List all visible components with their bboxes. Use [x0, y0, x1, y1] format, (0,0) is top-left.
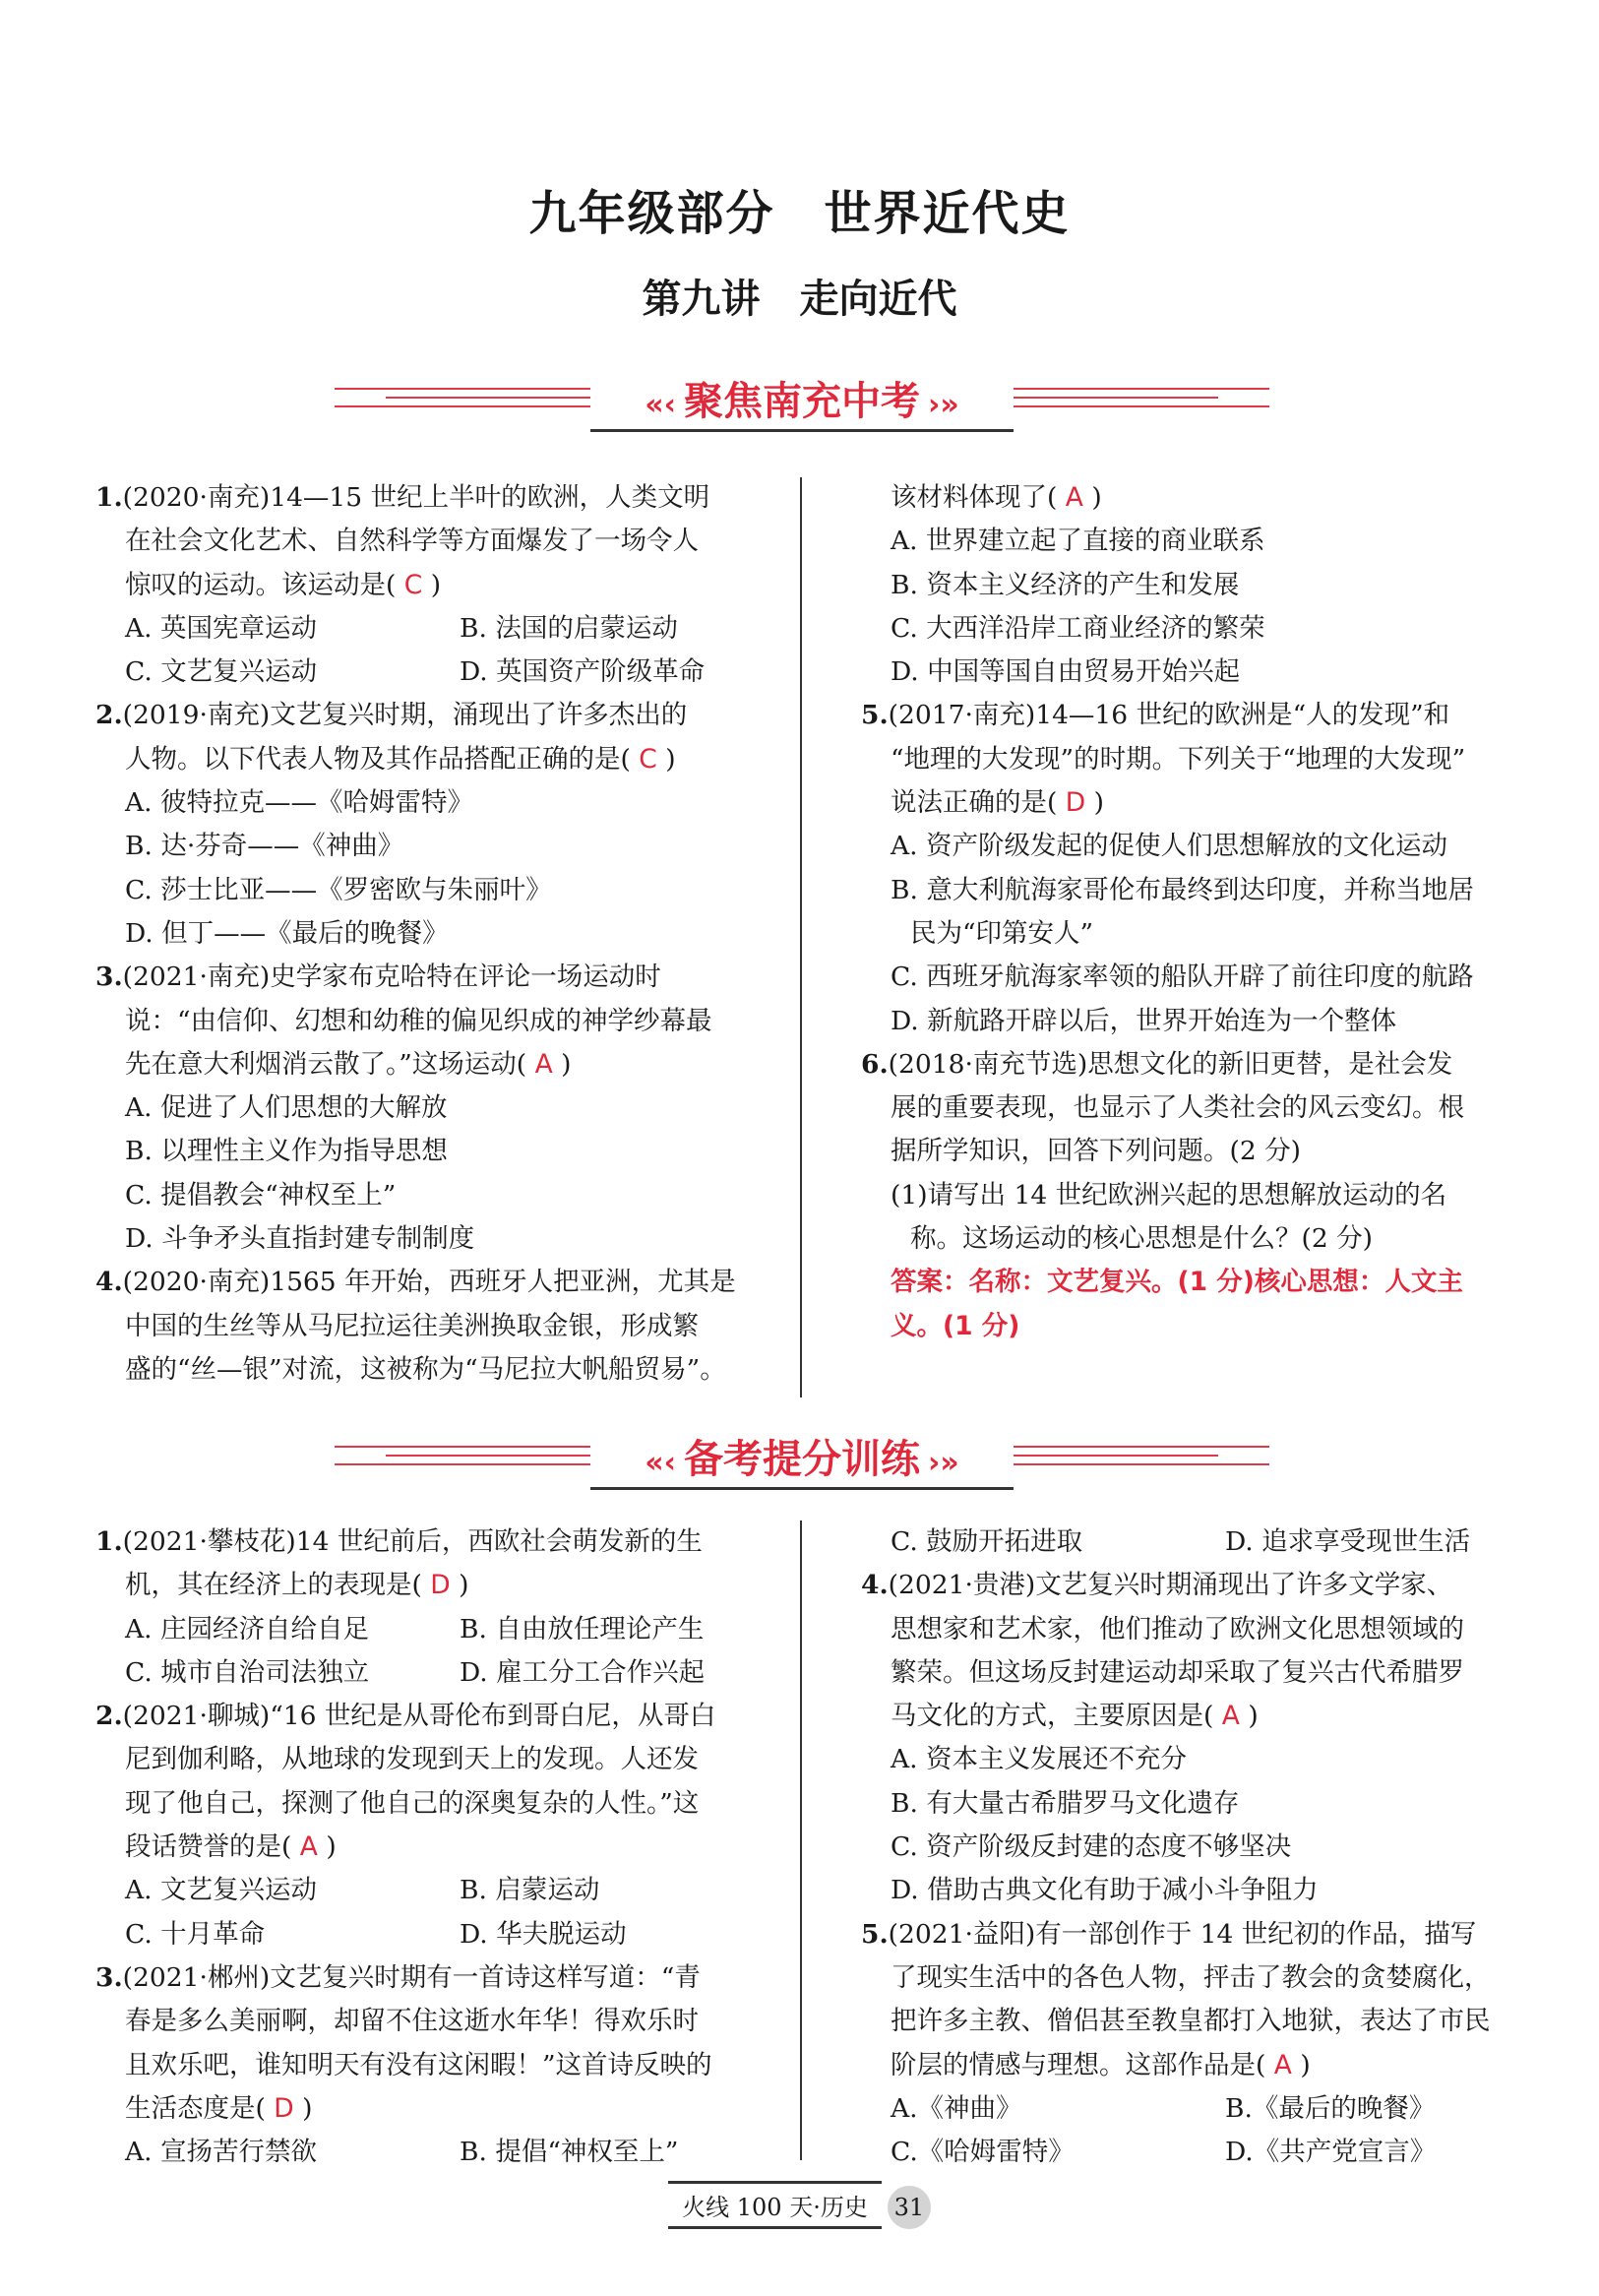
text-line [95, 1043, 804, 1086]
text: (2021·攀枝花)14 世纪前后，西欧社会萌发新的生 [122, 1526, 703, 1557]
text-line [861, 1000, 1569, 1043]
text-line [95, 607, 804, 651]
text-line [95, 2000, 804, 2043]
text-line [861, 1043, 1569, 1086]
question-number: 2. [95, 700, 123, 731]
text: D. 但丁——《最后的晚餐》 [125, 917, 449, 949]
text: 盛的“丝—银”对流，这被称为“马尼拉大帆船贸易”。 [125, 1353, 726, 1385]
option: B. 提倡“神权至上” [460, 2137, 679, 2168]
text-line [861, 2131, 1569, 2174]
text-line [95, 1782, 804, 1826]
text-line [95, 1086, 804, 1130]
question-number: 4. [95, 1267, 123, 1298]
text: A. 世界建立起了直接的商业联系 [891, 526, 1265, 557]
answer-mark: A [526, 1048, 553, 1080]
text-line [95, 564, 804, 607]
text: D. 斗争矛头直指封建专制制度 [125, 1223, 475, 1255]
option: A. 文艺复兴运动 [125, 1875, 317, 1906]
option: B.《最后的晚餐》 [1225, 2092, 1436, 2124]
text: ) [293, 2092, 313, 2124]
text: 阶层的情感与理想。这部作品是( [891, 2049, 1266, 2080]
text: “地理的大发现”的时期。下列关于“地理的大发现” [891, 743, 1466, 775]
option: B. 自由放任理论产生 [460, 1613, 705, 1644]
option: D. 追求享受现世生活 [1225, 1526, 1471, 1557]
text-line [95, 1608, 804, 1651]
text-line [95, 781, 804, 825]
text: C. 莎士比亚——《罗密欧与朱丽叶》 [125, 874, 552, 905]
text: 且欢乐吧，谁知明天有没有这闲暇！”这首诗反映的 [125, 2049, 712, 2080]
text-line [861, 912, 1569, 956]
text-line [861, 476, 1569, 520]
text: 把许多主教、僧侣甚至教皇都打入地狱，表达了市民 [891, 2006, 1491, 2037]
option: C. 城市自治司法独立 [125, 1656, 370, 1688]
option: D. 华夫脱运动 [460, 1918, 627, 1950]
text-line [95, 651, 804, 694]
option: C. 文艺复兴运动 [125, 656, 318, 688]
text: 民为“印第安人” [910, 917, 1094, 949]
answer-mark: C [396, 569, 423, 600]
text: (2017·南充)14—16 世纪的欧洲是“人的发现”和 [888, 700, 1450, 731]
text: (2019·南充)文艺复兴时期，涌现出了许多杰出的 [122, 700, 688, 731]
text-line [861, 2000, 1569, 2043]
text: 在社会文化艺术、自然科学等方面爆发了一场令人 [125, 526, 699, 557]
text: (2020·南充)14—15 世纪上半叶的欧洲，人类文明 [122, 482, 710, 513]
text: B. 资本主义经济的产生和发展 [891, 569, 1240, 600]
text-line [95, 520, 804, 563]
lesson-title: 第九讲 走向近代 [642, 276, 957, 322]
text-line [861, 564, 1569, 607]
text-line [95, 1305, 804, 1348]
text-line [95, 1520, 804, 1564]
answer-mark: A [1057, 482, 1083, 513]
text-line [95, 869, 804, 912]
text: ) [1291, 2049, 1311, 2080]
answer-mark: D [421, 1570, 451, 1601]
answer-mark: C [630, 743, 657, 775]
text-line [861, 1608, 1569, 1651]
section1-left-column [95, 476, 804, 1392]
section1-right-column [861, 476, 1569, 1348]
text-line [861, 1956, 1569, 2000]
option: C. 十月革命 [125, 1918, 266, 1950]
page-footer [0, 2181, 1599, 2229]
text-line [861, 869, 1569, 912]
text: 尼到伽利略，从地球的发现到天上的发现。人还发 [125, 1744, 699, 1775]
text: (2021·郴州)文艺复兴时期有一首诗这样写道：“青 [122, 1961, 701, 1993]
text-line [861, 1913, 1569, 1956]
answer-mark: D [265, 2092, 294, 2124]
text: (2021·益阳)有一部创作于 14 世纪初的作品，描写 [888, 1918, 1477, 1950]
section2-left-column [95, 1520, 804, 2174]
text-line [95, 1956, 804, 2000]
option: C.《哈姆雷特》 [891, 2137, 1075, 2168]
text-line [95, 912, 804, 956]
answer-mark: A [1213, 1701, 1240, 1732]
text-line [95, 2044, 804, 2087]
text: 展的重要表现，也显示了人类社会的风云变幻。根 [891, 1092, 1464, 1124]
section-banner-1: «‹ 聚焦南充中考 ›» [335, 374, 1269, 433]
text-line [95, 1651, 804, 1695]
text: (2021·聊城)“16 世纪是从哥伦布到哥白尼，从哥白 [122, 1701, 716, 1732]
text-line [861, 1217, 1569, 1261]
text: B. 达·芬奇——《神曲》 [125, 831, 404, 862]
text-line [861, 1738, 1569, 1781]
text: ) [1239, 1701, 1259, 1732]
text: 马文化的方式，主要原因是( [891, 1701, 1214, 1732]
text-line [95, 1130, 804, 1173]
text-line [95, 956, 804, 999]
text-line [861, 781, 1569, 825]
text: D. 中国等国自由贸易开始兴起 [891, 656, 1241, 688]
text-line [861, 607, 1569, 651]
question-number: 3. [95, 1961, 123, 1993]
text: A. 资产阶级发起的促使人们思想解放的文化运动 [891, 831, 1447, 862]
text-line [95, 1564, 804, 1607]
question-number: 1. [95, 482, 123, 513]
text-line [95, 825, 804, 868]
text-line [861, 1130, 1569, 1173]
section-title-2: 备考提分训练 [684, 1437, 920, 1482]
text: (2020·南充)1565 年开始，西班牙人把亚洲，尤其是 [122, 1267, 736, 1298]
text: B. 以理性主义作为指导思想 [125, 1136, 448, 1167]
text-line [861, 2044, 1569, 2087]
question-number: 5. [861, 700, 889, 731]
text: ) [450, 1570, 469, 1601]
text: 繁荣。但这场反封建运动却采取了复兴古代希腊罗 [891, 1656, 1464, 1688]
option: B. 法国的启蒙运动 [460, 612, 678, 644]
text-line [95, 1695, 804, 1738]
text: 该材料体现了( [891, 482, 1058, 513]
option: A. 庄园经济自给自足 [125, 1613, 369, 1644]
text: ) [1085, 787, 1104, 819]
text-line [95, 1174, 804, 1217]
section-banner-2: «‹ 备考提分训练 ›» [335, 1432, 1269, 1491]
page-number: 31 [888, 2186, 931, 2229]
text: 人物。以下代表人物及其作品搭配正确的是( [125, 743, 631, 775]
text: 先在意大利烟消云散了。”这场运动( [125, 1048, 527, 1080]
text: (1)请写出 14 世纪欧洲兴起的思想解放运动的名 [891, 1179, 1447, 1210]
text: 了现实生活中的各色人物，抨击了教会的贪婪腐化， [891, 1961, 1491, 1993]
text-line [861, 1782, 1569, 1826]
question-number: 6. [861, 1048, 889, 1080]
text-line [95, 1869, 804, 1912]
section-title-1: 聚焦南充中考 [684, 379, 920, 424]
text: ) [656, 743, 676, 775]
text-line [95, 694, 804, 737]
option: C. 鼓励开拓进取 [891, 1526, 1083, 1557]
text-line [861, 1305, 1569, 1348]
text: C. 西班牙航海家率领的船队开辟了前往印度的航路 [891, 962, 1474, 993]
text: 说法正确的是( [891, 787, 1058, 819]
text-line [861, 1826, 1569, 1869]
question-number: 1. [95, 1526, 123, 1557]
text-line [95, 1261, 804, 1304]
option: D.《共产党宣言》 [1225, 2137, 1437, 2168]
text-line [861, 1695, 1569, 1738]
text: D. 借助古典文化有助于减小斗争阻力 [891, 1875, 1319, 1906]
text: D. 新航路开辟以后，世界开始连为一个整体 [891, 1005, 1397, 1036]
text: 称。这场运动的核心思想是什么？(2 分) [910, 1223, 1373, 1255]
text-line [861, 1651, 1569, 1695]
text-line [861, 1261, 1569, 1304]
text: C. 大西洋沿岸工商业经济的繁荣 [891, 612, 1265, 644]
text: A. 资本主义发展还不充分 [891, 1744, 1187, 1775]
text-line [95, 2087, 804, 2131]
question-number: 2. [95, 1701, 123, 1732]
answer-text: 答案：名称：文艺复兴。(1 分)核心思想：人文主 [891, 1267, 1463, 1298]
text: ) [1082, 482, 1102, 513]
text: (2018·南充节选)思想文化的新旧更替，是社会发 [888, 1048, 1453, 1080]
text-line [861, 825, 1569, 868]
text: ) [317, 1831, 337, 1863]
text-line [861, 2087, 1569, 2131]
option: A.《神曲》 [891, 2092, 1022, 2124]
text-line [861, 1564, 1569, 1607]
text-line [861, 738, 1569, 781]
answer-mark: A [291, 1831, 318, 1863]
text-line [95, 476, 804, 520]
option: B. 启蒙运动 [460, 1875, 600, 1906]
text-line [861, 1520, 1569, 1564]
text-line [95, 1738, 804, 1781]
text: 现了他自己，探测了他自己的深奥复杂的人性。”这 [125, 1787, 700, 1819]
text-line [95, 738, 804, 781]
text-line [95, 2131, 804, 2174]
answer-text: 义。(1 分) [891, 1310, 1020, 1341]
text: A. 彼特拉克——《哈姆雷特》 [125, 787, 473, 819]
text: C. 提倡教会“神权至上” [125, 1179, 397, 1210]
question-number: 5. [861, 1918, 889, 1950]
text: 据所学知识，回答下列问题。(2 分) [891, 1136, 1301, 1167]
text-line [861, 1174, 1569, 1217]
option: D. 英国资产阶级革命 [460, 656, 706, 688]
text: 春是多么美丽啊，却留不住这逝水年华！得欢乐时 [125, 2006, 699, 2037]
option: A. 宣扬苦行禁欲 [125, 2137, 317, 2168]
option: D. 雇工分工合作兴起 [460, 1656, 706, 1688]
text-line [95, 1913, 804, 1956]
answer-mark: A [1265, 2049, 1292, 2080]
question-number: 3. [95, 962, 123, 993]
text: C. 资产阶级反封建的态度不够坚决 [891, 1831, 1292, 1863]
text: 中国的生丝等从马尼拉运往美洲换取金银，形成繁 [125, 1310, 699, 1341]
text: A. 促进了人们思想的大解放 [125, 1092, 448, 1124]
text: 生活态度是( [125, 2092, 266, 2124]
text: ) [552, 1048, 572, 1080]
text: 说：“由信仰、幻想和幼稚的偏见织成的神学纱幕最 [125, 1005, 712, 1036]
text: 段话赞誉的是( [125, 1831, 292, 1863]
text: 机，其在经济上的表现是( [125, 1570, 422, 1601]
text-line [95, 1217, 804, 1261]
text: ) [422, 569, 442, 600]
text: B. 意大利航海家哥伦布最终到达印度，并称当地居 [891, 874, 1474, 905]
text-line [861, 1086, 1569, 1130]
text-line [861, 694, 1569, 737]
text: B. 有大量古希腊罗马文化遗存 [891, 1787, 1240, 1819]
answer-mark: D [1057, 787, 1086, 819]
text: 思想家和艺术家，他们推动了欧洲文化思想领域的 [891, 1613, 1464, 1644]
text-line [95, 1000, 804, 1043]
footer-label: 火线 100 天·历史 [668, 2181, 882, 2229]
text: 惊叹的运动。该运动是( [125, 569, 397, 600]
page-title: 九年级部分 世界近代史 [528, 186, 1071, 241]
text: (2021·南充)史学家布克哈特在评论一场运动时 [122, 962, 661, 993]
section2-right-column [861, 1520, 1569, 2174]
text-line [861, 956, 1569, 999]
option: A. 英国宪章运动 [125, 612, 317, 644]
text-line [95, 1348, 804, 1392]
text: (2021·贵港)文艺复兴时期涌现出了许多文学家、 [888, 1570, 1453, 1601]
text-line [861, 520, 1569, 563]
question-number: 4. [861, 1570, 889, 1601]
text-line [95, 1826, 804, 1869]
text-line [861, 651, 1569, 694]
text-line [861, 1869, 1569, 1912]
